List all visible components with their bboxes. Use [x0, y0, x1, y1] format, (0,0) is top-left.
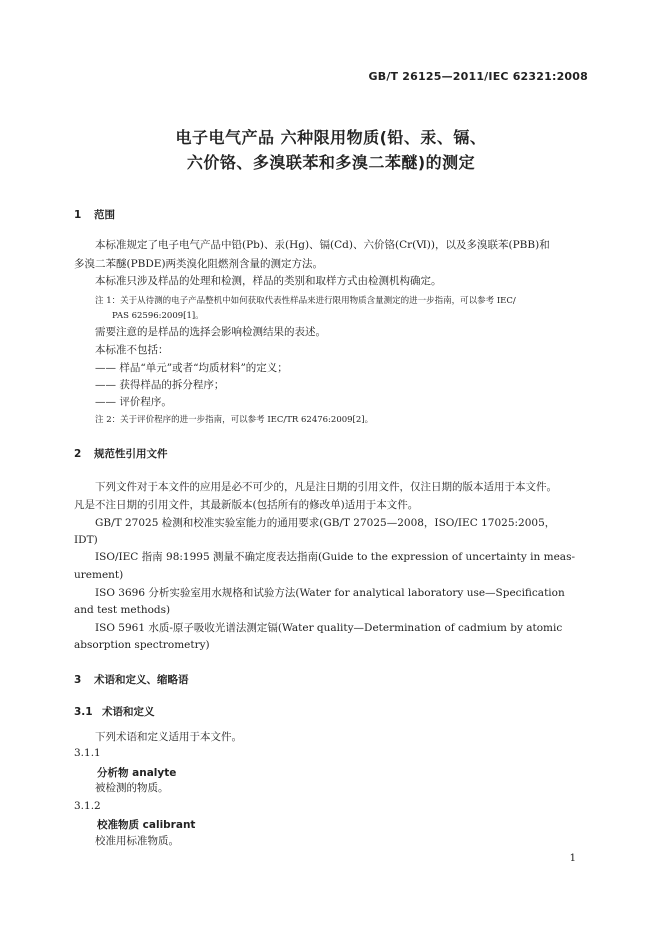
- section-title: 范围: [94, 209, 115, 221]
- term-definition: 被检测的物质。: [95, 782, 169, 794]
- reference: and test methods): [74, 604, 171, 616]
- section-3-heading: [74, 672, 189, 687]
- subsection-number: 3.1: [74, 706, 93, 718]
- list-item: —— 获得样品的拆分程序；: [95, 379, 225, 391]
- title-line-1: 电子电气产品 六种限用物质(铅、汞、镉、: [175, 128, 487, 147]
- section-number: 2: [74, 448, 82, 460]
- term-number: 3.1.2: [74, 800, 101, 812]
- note: 注 1：关于从待测的电子产品整机中如何获取代表性样品来进行限用物质含量测定的进一步指南，可以参考 IEC/: [95, 296, 516, 306]
- section-number: 1: [74, 209, 82, 221]
- section-2-heading: [74, 446, 168, 461]
- paragraph: 本标准规定了电子电气产品中铅(Pb)、汞(Hg)、镉(Cd)、六价铬(Cr(Ⅵ))，以及多溴联苯(PBB)和: [95, 239, 550, 251]
- section-number: 3: [74, 674, 82, 686]
- term-name: 分析物 analyte: [97, 767, 177, 779]
- title-line-2: 六价铬、多溴联苯和多溴二苯醚)的测定: [186, 153, 476, 172]
- subsection-title: 术语和定义: [102, 706, 155, 718]
- reference: ISO 5961 水质-原子吸收光谱法测定镉(Water quality—Determination of cadmium by atomic: [95, 622, 563, 634]
- term-definition: 校准用标准物质。: [95, 835, 179, 847]
- section-title: 术语和定义、缩略语: [94, 674, 189, 686]
- list-item: —— 样品“单元”或者“均质材料”的定义；: [95, 362, 288, 374]
- reference: ISO/IEC 指南 98:1995 测量不确定度表达指南(Guide to the expression of uncertainty in meas-: [95, 551, 576, 563]
- reference: urement): [74, 569, 124, 581]
- paragraph: 下列术语和定义适用于本文件。: [95, 731, 242, 743]
- paragraph: 多溴二苯醚(PBDE)两类溴化阻燃剂含量的测定方法。: [74, 258, 324, 270]
- paragraph: 需要注意的是样品的选择会影响检测结果的表述。: [95, 326, 326, 338]
- paragraph: 本标准不包括：: [95, 344, 169, 356]
- subsection-heading: [74, 704, 155, 719]
- reference: ISO 3696 分析实验室用水规格和试验方法(Water for analytical laboratory use—Specification: [95, 587, 565, 599]
- paragraph: 凡是不注日期的引用文件，其最新版本(包括所有的修改单)适用于本文件。: [74, 499, 419, 511]
- standard-code: GB/T 26125—2011/IEC 62321:2008: [368, 70, 588, 83]
- section-title: 规范性引用文件: [94, 448, 168, 460]
- section-1-heading: [74, 207, 115, 222]
- reference: absorption spectrometry): [74, 639, 210, 651]
- list-item: —— 评价程序。: [95, 396, 172, 408]
- reference: GB/T 27025 检测和校准实验室能力的通用要求(GB/T 27025—2008，ISO/IEC 17025:2005，: [95, 517, 556, 529]
- term-name: 校准物质 calibrant: [97, 819, 196, 831]
- page-number: 1: [569, 853, 576, 864]
- paragraph: 下列文件对于本文件的应用是必不可少的，凡是注日期的引用文件，仅注日期的版本适用于本文件。: [95, 481, 557, 493]
- reference: IDT): [74, 534, 98, 546]
- note: 注 2：关于评价程序的进一步指南，可以参考 IEC/TR 62476:2009[2]。: [95, 415, 374, 425]
- note: PAS 62596:2009[1]。: [112, 311, 204, 321]
- term-number: 3.1.1: [74, 747, 101, 759]
- paragraph: 本标准只涉及样品的处理和检测，样品的类别和取样方式由检测机构确定。: [95, 275, 442, 287]
